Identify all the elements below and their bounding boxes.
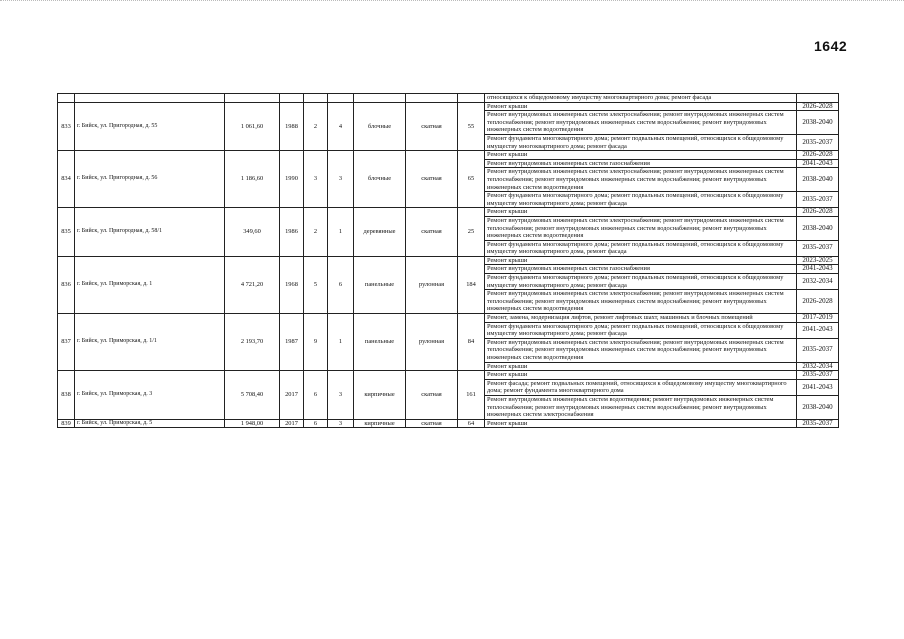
entrances-count: 3 [328, 371, 354, 420]
page-number: 1642 [814, 38, 848, 54]
work-period: 2038-2040 [797, 216, 839, 240]
work-period: 2026-2028 [797, 208, 839, 217]
work-description: Ремонт крыши [485, 151, 797, 160]
roof-type: скатная [406, 371, 458, 420]
floors-count: 6 [304, 371, 328, 420]
empty-cell [280, 94, 304, 103]
roof-type: рулонная [406, 256, 458, 313]
work-period: 2023-2025 [797, 256, 839, 265]
entrances-count: 3 [328, 151, 354, 208]
building-index: 837 [58, 314, 75, 371]
flats-count: 184 [458, 256, 485, 313]
table-row [58, 419, 839, 428]
total-area: 1 948,00 [225, 419, 280, 428]
work-description: Ремонт крыши [485, 256, 797, 265]
work-period: 2026-2028 [797, 151, 839, 160]
floors-count: 9 [304, 314, 328, 371]
building-index: 835 [58, 208, 75, 257]
entrances-count: 4 [328, 102, 354, 151]
table-row [58, 102, 839, 111]
building-index: 838 [58, 371, 75, 420]
work-period: 2026-2028 [797, 102, 839, 111]
total-area: 349,60 [225, 208, 280, 257]
work-description: Ремонт внутридомовых инженерных систем водоотведения; ремонт внутридомовых инженерных систем теплоснабжения; ремонт внутридомовых инженерных систем водоснабжения; ремонт внутридомовых инженерных систем электроснабжения [485, 395, 797, 419]
table-row [58, 256, 839, 265]
work-description: Ремонт внутридомовых инженерных систем газоснабжения [485, 265, 797, 274]
year-built: 1988 [280, 102, 304, 151]
work-description: Ремонт внутридомовых инженерных систем газоснабжения [485, 159, 797, 168]
continuation-row [58, 94, 839, 103]
empty-cell [458, 94, 485, 103]
work-description: Ремонт фундамента многоквартирного дома; ремонт подвальных помещений, относящихся к общедомовому имуществу многоквартирного дома; ремонт фасада [485, 274, 797, 290]
roof-type: скатная [406, 208, 458, 257]
table-row [58, 371, 839, 380]
work-description: Ремонт внутридомовых инженерных систем электроснабжения; ремонт внутридомовых инженерных систем теплоснабжения; ремонт внутридомовых инженерных систем водоснабжения; ремонт внутридомовых инженерных систем водоотведения [485, 111, 797, 135]
work-period: 2035-2037 [797, 338, 839, 362]
floors-count: 3 [304, 151, 328, 208]
empty-cell [58, 94, 75, 103]
wall-material: деревянные [354, 208, 406, 257]
building-address: г. Бийск, ул. Приморская, д. 1 [75, 256, 225, 313]
flats-count: 84 [458, 314, 485, 371]
work-period: 2032-2034 [797, 362, 839, 371]
empty-cell [797, 94, 839, 103]
work-description: Ремонт крыши [485, 362, 797, 371]
year-built: 1968 [280, 256, 304, 313]
work-period: 2038-2040 [797, 395, 839, 419]
entrances-count: 1 [328, 314, 354, 371]
empty-cell [225, 94, 280, 103]
wall-material: панельные [354, 314, 406, 371]
year-built: 2017 [280, 371, 304, 420]
capital-repair-table [57, 93, 839, 428]
work-period: 2035-2037 [797, 192, 839, 208]
roof-type: скатная [406, 151, 458, 208]
wall-material: кирпичные [354, 371, 406, 420]
work-description: относящихся к общедомовому имуществу многоквартирного дома; ремонт фасада [485, 94, 797, 103]
building-address: г. Бийск, ул. Приморская, д. 1/1 [75, 314, 225, 371]
work-description: Ремонт фундамента многоквартирного дома; ремонт подвальных помещений, относящихся к общедомовому имуществу многоквартирного дома; ремонт фасада [485, 134, 797, 150]
work-period: 2038-2040 [797, 111, 839, 135]
building-address: г. Бийск, ул. Пригородная, д. 56 [75, 151, 225, 208]
table-row [58, 151, 839, 160]
work-period: 2032-2034 [797, 274, 839, 290]
floors-count: 5 [304, 256, 328, 313]
work-description: Ремонт внутридомовых инженерных систем электроснабжения; ремонт внутридомовых инженерных систем теплоснабжения; ремонт внутридомовых инженерных систем водоснабжения; ремонт внутридомовых инженерных систем водоотведения [485, 216, 797, 240]
work-description: Ремонт крыши [485, 208, 797, 217]
entrances-count: 3 [328, 419, 354, 428]
scan-top-edge [0, 0, 904, 4]
year-built: 2017 [280, 419, 304, 428]
work-description: Ремонт крыши [485, 102, 797, 111]
table-row [58, 314, 839, 323]
year-built: 1986 [280, 208, 304, 257]
total-area: 1 061,60 [225, 102, 280, 151]
flats-count: 64 [458, 419, 485, 428]
wall-material: блочные [354, 102, 406, 151]
work-period: 2026-2028 [797, 290, 839, 314]
building-index: 833 [58, 102, 75, 151]
total-area: 2 193,70 [225, 314, 280, 371]
building-index: 834 [58, 151, 75, 208]
work-description: Ремонт фундамента многоквартирного дома; ремонт подвальных помещений, относящихся к общедомовому имуществу многоквартирного дома, ремонт фасада [485, 240, 797, 256]
building-address: г. Бийск, ул. Пригородная, д. 58/1 [75, 208, 225, 257]
work-description: Ремонт крыши [485, 371, 797, 380]
flats-count: 161 [458, 371, 485, 420]
roof-type: рулонная [406, 314, 458, 371]
floors-count: 2 [304, 102, 328, 151]
roof-type: скатная [406, 102, 458, 151]
building-index: 839 [58, 419, 75, 428]
building-address: г. Бийск, ул. Приморская, д. 5 [75, 419, 225, 428]
empty-cell [304, 94, 328, 103]
work-period: 2038-2040 [797, 168, 839, 192]
work-period: 2035-2037 [797, 134, 839, 150]
building-index: 836 [58, 256, 75, 313]
work-period: 2041-2043 [797, 159, 839, 168]
work-period: 2041-2043 [797, 265, 839, 274]
work-description: Ремонт внутридомовых инженерных систем электроснабжения; ремонт внутридомовых инженерных систем теплоснабжения; ремонт внутридомовых инженерных систем водоснабжения; ремонт внутридомовых инженерных систем водоотведения [485, 290, 797, 314]
flats-count: 25 [458, 208, 485, 257]
empty-cell [406, 94, 458, 103]
work-description: Ремонт внутридомовых инженерных систем электроснабжения; ремонт внутридомовых инженерных систем теплоснабжения; ремонт внутридомовых инженерных систем водоснабжения; ремонт внутридомовых инженерных систем водоотведения [485, 168, 797, 192]
roof-type: скатная [406, 419, 458, 428]
work-description: Ремонт крыши [485, 419, 797, 428]
entrances-count: 6 [328, 256, 354, 313]
work-description: Ремонт внутридомовых инженерных систем электроснабжения; ремонт внутридомовых инженерных систем теплоснабжения; ремонт внутридомовых инженерных систем водоснабжения; ремонт внутридомовых инженерных систем водоотведения [485, 338, 797, 362]
year-built: 1990 [280, 151, 304, 208]
total-area: 1 186,60 [225, 151, 280, 208]
total-area: 4 721,20 [225, 256, 280, 313]
work-period: 2041-2043 [797, 379, 839, 395]
work-period: 2035-2037 [797, 240, 839, 256]
flats-count: 65 [458, 151, 485, 208]
entrances-count: 1 [328, 208, 354, 257]
work-description: Ремонт фасада; ремонт подвальных помещений, относящихся к общедомовому имуществу многоквартирного дома; ремонт фундамента многоквартирного дома [485, 379, 797, 395]
floors-count: 6 [304, 419, 328, 428]
floors-count: 2 [304, 208, 328, 257]
work-period: 2041-2043 [797, 322, 839, 338]
empty-cell [75, 94, 225, 103]
work-period: 2035-2037 [797, 419, 839, 428]
work-period: 2017-2019 [797, 314, 839, 323]
table-row [58, 208, 839, 217]
total-area: 5 708,40 [225, 371, 280, 420]
building-address: г. Бийск, ул. Пригородная, д. 55 [75, 102, 225, 151]
year-built: 1987 [280, 314, 304, 371]
work-description: Ремонт, замена, модернизация лифтов, ремонт лифтовых шахт, машинных и блочных помещений [485, 314, 797, 323]
work-period: 2035-2037 [797, 371, 839, 380]
building-address: г. Бийск, ул. Приморская, д. 3 [75, 371, 225, 420]
wall-material: кирпичные [354, 419, 406, 428]
work-description: Ремонт фундамента многоквартирного дома; ремонт подвальных помещений, относящихся к общедомовому имуществу многоквартирного дома; ремонт фасада [485, 192, 797, 208]
empty-cell [354, 94, 406, 103]
empty-cell [328, 94, 354, 103]
wall-material: панельные [354, 256, 406, 313]
work-description: Ремонт фундамента многоквартирного дома; ремонт подвальных помещений, относящихся к общедомовому имуществу многоквартирного дома; ремонт фасада [485, 322, 797, 338]
wall-material: блочные [354, 151, 406, 208]
flats-count: 55 [458, 102, 485, 151]
